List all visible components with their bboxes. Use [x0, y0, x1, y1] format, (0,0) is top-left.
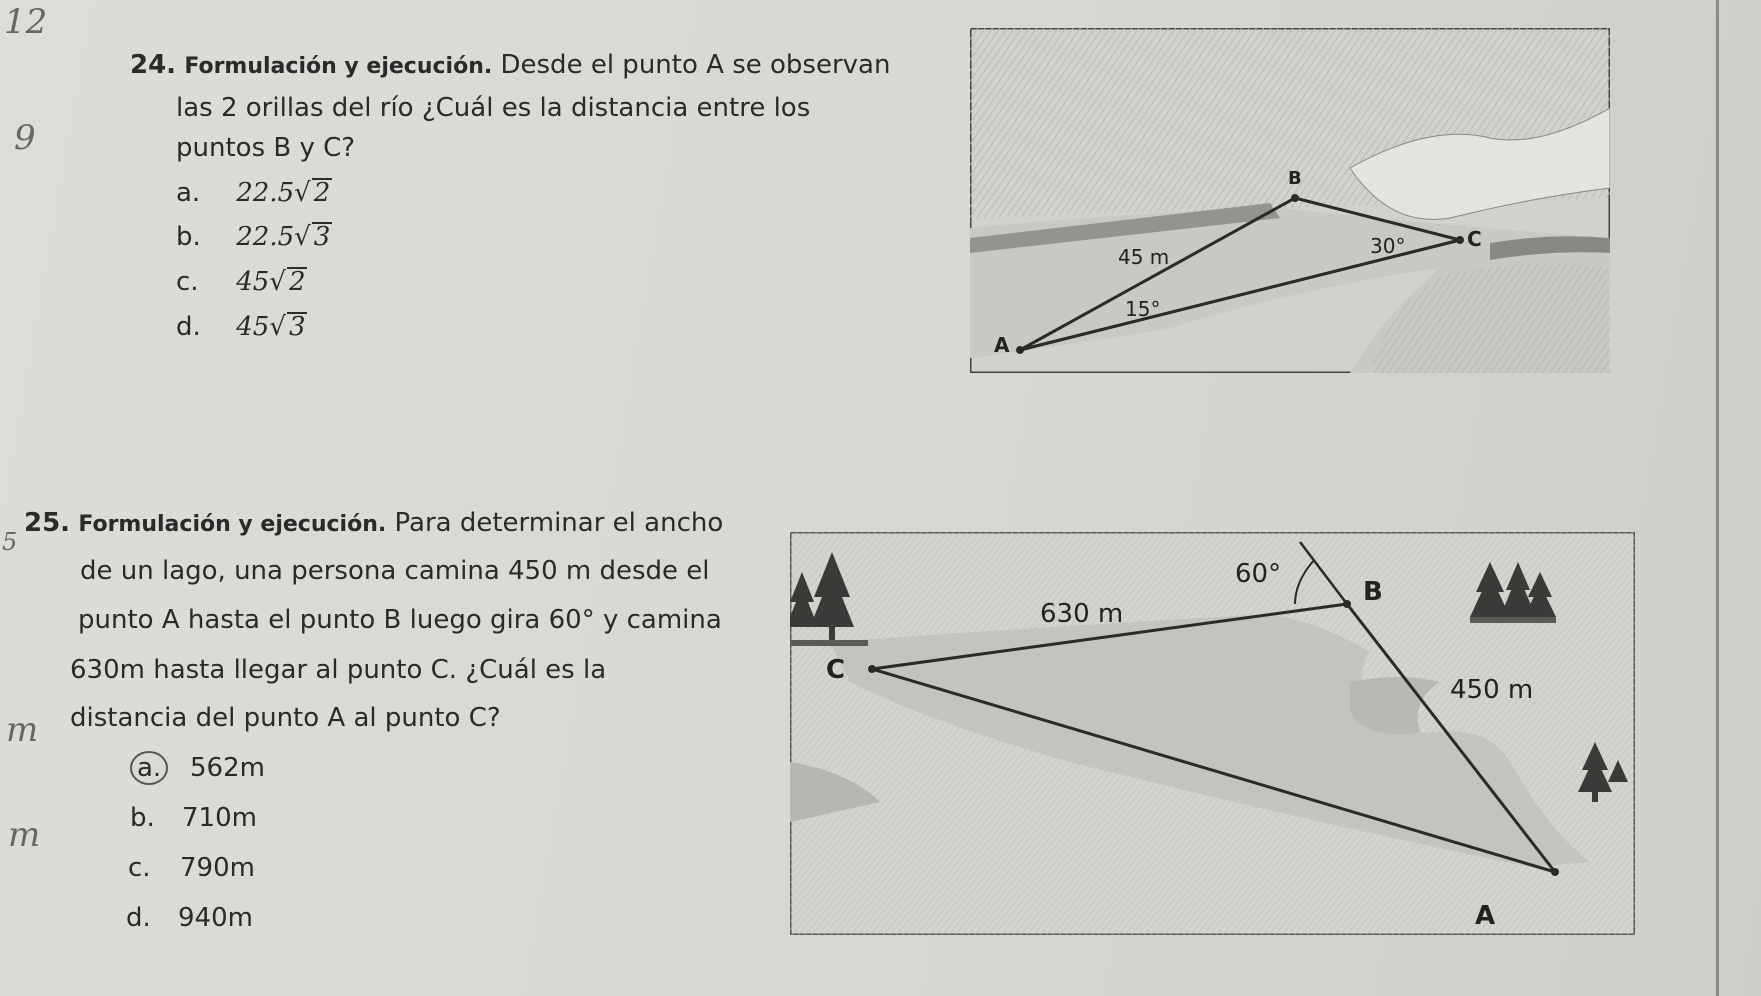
q24-text-2: las 2 orillas del río ¿Cuál es la distancia entre los	[176, 93, 811, 123]
point-A	[1016, 346, 1024, 354]
q24-option-d[interactable]: d. 45√ 3	[176, 312, 306, 342]
label-angle-C: 30°	[1370, 234, 1406, 258]
q25-text-5: distancia del punto A al punto C?	[70, 703, 501, 733]
option-letter: c.	[128, 853, 151, 883]
q25-text-3: punto A hasta el punto B luego gira 60° y camina	[78, 605, 722, 635]
q25-option-a[interactable]	[138, 753, 265, 783]
q25-text-1: Para determinar el ancho	[386, 508, 724, 538]
q24-river-diagram	[970, 28, 1610, 373]
label-A: A	[994, 333, 1010, 357]
option-letter: a.	[130, 751, 168, 785]
option-radicand: 3	[313, 222, 331, 252]
label-angle-B: 60°	[1235, 559, 1282, 589]
margin-note: 12	[4, 2, 48, 42]
point-B	[1343, 600, 1351, 608]
q24-option-c[interactable]: c. 45√ 2	[176, 267, 306, 297]
margin-note: m	[6, 710, 39, 750]
q24-option-a[interactable]: a. 22.5√ 2	[176, 178, 331, 208]
label-side-BC: 630 m	[1040, 599, 1124, 629]
option-coef: 22.5	[236, 222, 295, 252]
q24-text-3: puntos B y C?	[176, 133, 356, 163]
q25-option-c[interactable]	[128, 853, 255, 883]
label-C: C	[826, 655, 846, 685]
option-letter: c.	[176, 267, 199, 297]
label-C: C	[1467, 227, 1482, 251]
point-A	[1551, 868, 1559, 876]
label-side-AB: 450 m	[1450, 675, 1534, 705]
option-value: 940m	[178, 903, 253, 933]
option-value: 562m	[190, 753, 265, 783]
option-letter: d.	[126, 903, 151, 933]
label-A: A	[1475, 901, 1496, 931]
option-radicand: 2	[313, 178, 331, 208]
q25-lake-diagram	[790, 532, 1635, 935]
q24-option-b[interactable]: b. 22.5√ 3	[176, 222, 331, 252]
label-angle-A: 15°	[1125, 297, 1161, 321]
option-letter: d.	[176, 312, 201, 342]
point-C	[868, 665, 876, 673]
q25-option-b[interactable]	[130, 803, 257, 833]
q24-number: 24.	[130, 50, 177, 80]
option-value: 790m	[180, 853, 255, 883]
option-coef: 45	[236, 267, 270, 297]
q25-text-2: de un lago, una persona camina 450 m desde el	[80, 556, 710, 586]
option-radicand: 2	[288, 267, 306, 297]
margin-note: 5	[2, 528, 18, 556]
q24-text-1: Desde el punto A se observan	[492, 50, 891, 80]
margin-note: m	[8, 815, 41, 855]
option-value: 710m	[182, 803, 257, 833]
option-letter: a.	[176, 178, 201, 208]
option-letter: b.	[176, 222, 201, 252]
option-coef: 45	[236, 312, 270, 342]
page-edge-line	[1716, 0, 1719, 996]
label-side-AB: 45 m	[1118, 245, 1170, 269]
q25-option-d[interactable]	[126, 903, 253, 933]
label-B: B	[1288, 168, 1302, 189]
margin-note: 9	[14, 118, 36, 158]
point-C	[1456, 236, 1464, 244]
q25-lead: Formulación y ejecución.	[78, 512, 387, 537]
q25-line-1	[24, 508, 723, 538]
q24-lead: Formulación y ejecución.	[184, 54, 493, 79]
option-coef: 22.5	[236, 178, 295, 208]
q24-line-1	[130, 50, 890, 80]
q25-text-4: 630m hasta llegar al punto C. ¿Cuál es la	[70, 655, 607, 685]
q25-number: 25.	[24, 508, 71, 538]
label-B: B	[1363, 577, 1383, 607]
option-letter: b.	[130, 803, 155, 833]
option-radicand: 3	[288, 312, 306, 342]
point-B	[1291, 194, 1299, 202]
